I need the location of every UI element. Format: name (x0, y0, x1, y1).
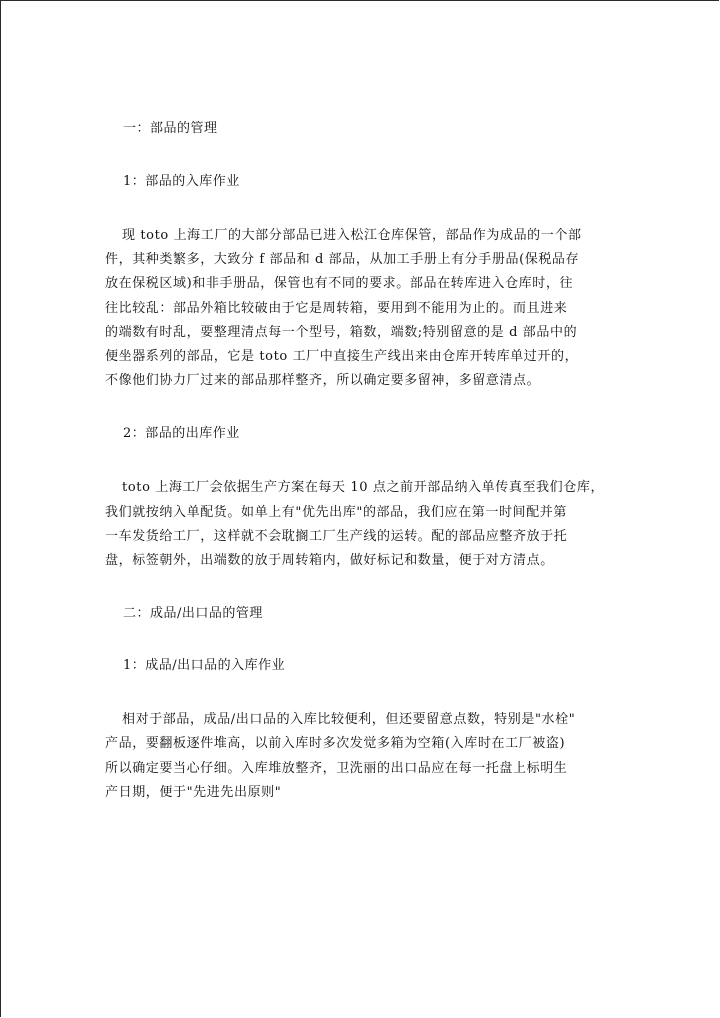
paragraph-line: 盘，标签朝外，出端数的放于周转箱内，做好标记和数量，便于对方清点。 (105, 553, 554, 569)
paragraph-line: toto 上海工厂会依据生产方案在每天 10 点之前开部品纳入单传真至我们仓库， (122, 480, 605, 496)
paragraph-line: 放在保税区域)和非手册品，保管也有不同的要求。部品在转库进入仓库时，往 (105, 276, 574, 292)
paragraph-finished-goods-inbound (105, 708, 625, 805)
paragraph-parts-inbound (105, 224, 625, 393)
paragraph-line: 产品，要翻板逐件堆高，以前入库时多次发觉多箱为空箱(入库时在工厂被盗) (105, 736, 566, 752)
paragraph-line: 产日期，便于"先进先出原则" (105, 784, 282, 800)
paragraph-line: 相对于部品，成品/出口品的入库比较便利，但还要留意点数，特别是"水栓" (122, 712, 576, 728)
paragraph-line: 所以确定要当心仔细。入库堆放整齐，卫洗丽的出口品应在每一托盘上标明生 (105, 760, 568, 776)
paragraph-parts-outbound (105, 476, 625, 573)
subheading-parts-inbound: 1：部品的入库作业 (123, 174, 240, 189)
section-heading-parts-management: 一：部品的管理 (123, 121, 218, 136)
paragraph-line: 便坐器系列的部品，它是 toto 工厂中直接生产线出来由仓库开转库单过开的， (105, 349, 579, 365)
subheading-finished-goods-inbound: 1：成品/出口品的入库作业 (123, 658, 286, 674)
paragraph-line: 件，其种类繁多，大致分 f 部品和 d 部品，从加工手册上有分手册品(保税品存 (105, 252, 580, 268)
paragraph-line: 现 toto 上海工厂的大部分部品已进入松江仓库保管，部品作为成品的一个部 (122, 228, 582, 243)
paragraph-line: 的端数有时乱，要整理清点每一个型号，箱数，端数;特别留意的是 d 部品中的 (105, 324, 578, 340)
paragraph-line: 我们就按纳入单配货。如单上有"优先出库"的部品，我们应在第一时间配并第 (105, 504, 567, 520)
subheading-parts-outbound: 2：部品的出库作业 (123, 426, 240, 442)
document-body (105, 119, 625, 805)
paragraph-line: 一车发货给工厂，这样就不会耽搁工厂生产线的运转。配的部品应整齐放于托 (105, 528, 568, 544)
paragraph-line: 往比较乱：部品外箱比较破由于它是周转箱，要用到不能用为止的。而且进来 (105, 300, 568, 316)
paragraph-line: 不像他们协力厂过来的部品那样整齐，所以确定要多留神，多留意清点。 (105, 373, 541, 389)
section-heading-finished-goods-management: 二：成品/出口品的管理 (123, 606, 263, 622)
